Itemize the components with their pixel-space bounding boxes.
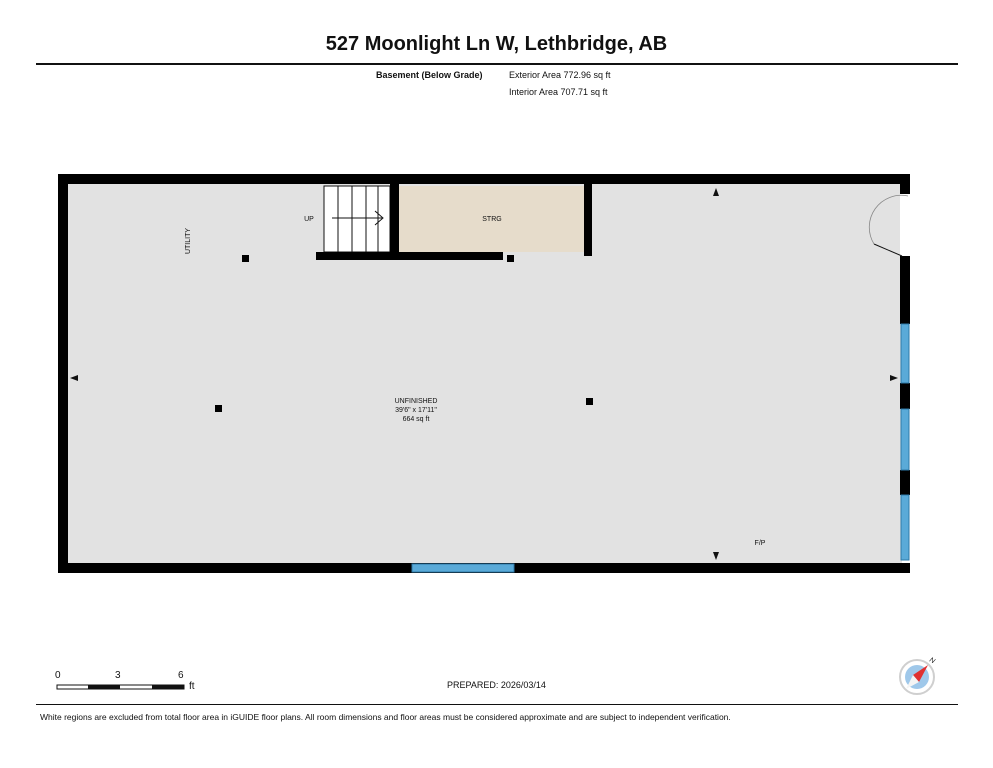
exterior-area: Exterior Area 772.96 sq ft xyxy=(509,70,611,80)
footer-divider xyxy=(36,704,958,705)
interior-area: Interior Area 707.71 sq ft xyxy=(509,87,608,97)
interior-wall xyxy=(390,184,399,260)
wall-east-segment xyxy=(900,470,910,495)
wall-east-segment xyxy=(900,256,910,324)
scale-bar xyxy=(57,685,184,689)
disclaimer: White regions are excluded from total floor area in iGUIDE floor plans. All room dimensions and floor areas must be considered approximate and are subject to independent verification. xyxy=(40,712,731,722)
post xyxy=(584,250,592,256)
page-title: 527 Moonlight Ln W, Lethbridge, AB xyxy=(325,33,668,55)
support-post xyxy=(507,255,514,262)
room-label-utility: UTILITY xyxy=(185,227,192,255)
wall-north xyxy=(58,174,910,184)
scale-label-6: 6 xyxy=(178,670,184,681)
scale-label-3: 3 xyxy=(115,670,121,681)
prepared-date: PREPARED: 2026/03/14 xyxy=(447,680,546,690)
room-area: 664 sq ft xyxy=(402,416,430,423)
wall-west xyxy=(58,174,68,573)
scale-unit: ft xyxy=(189,681,195,692)
window-south xyxy=(412,564,514,572)
support-post xyxy=(586,398,593,405)
support-post xyxy=(215,405,222,412)
level-name: Basement (Below Grade) xyxy=(376,70,483,80)
window-east-1 xyxy=(901,324,909,383)
room-label-storage: STRG xyxy=(482,216,502,223)
stairs xyxy=(324,186,390,252)
scale-label-0: 0 xyxy=(55,670,61,681)
stairs-label: UP xyxy=(304,216,314,223)
room-label-unfinished: UNFINISHED xyxy=(394,398,438,405)
wall-east-segment xyxy=(900,174,910,194)
wall-east-segment xyxy=(900,383,910,409)
room-dimensions: 39'6" x 17'11" xyxy=(395,407,437,414)
support-post xyxy=(242,255,249,262)
compass-north-label: N xyxy=(928,656,936,666)
interior-wall xyxy=(316,252,503,260)
interior-wall xyxy=(584,184,592,250)
fireplace-label: F/P xyxy=(754,540,766,547)
compass-icon xyxy=(900,657,937,694)
window-east-2 xyxy=(901,409,909,470)
window-east-3 xyxy=(901,495,909,560)
